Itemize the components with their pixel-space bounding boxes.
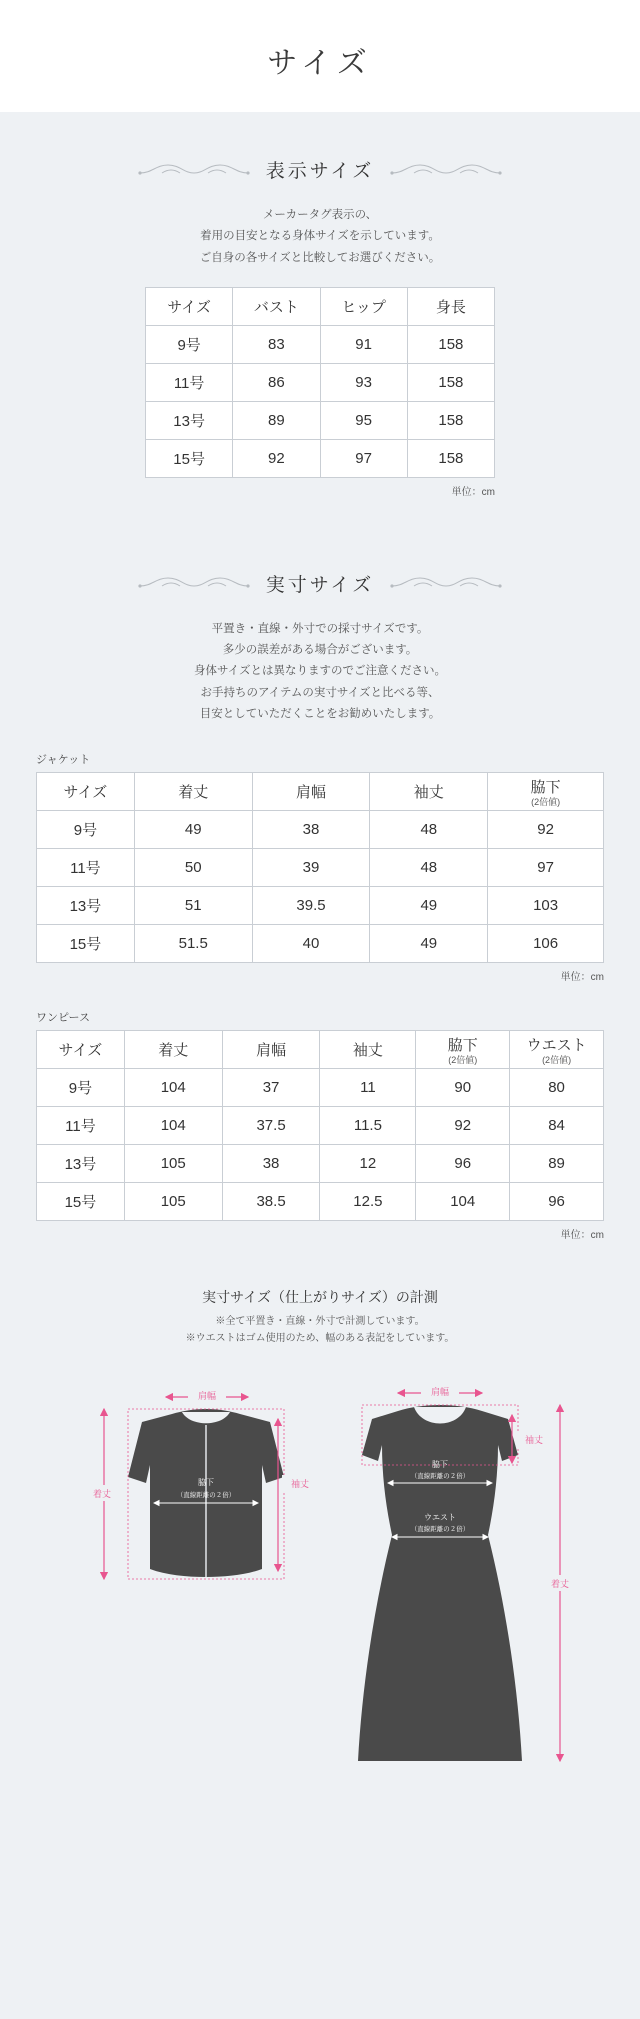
cell-underarm: 106 xyxy=(488,925,604,963)
cell-length: 51 xyxy=(134,887,252,925)
cell-waist: 96 xyxy=(510,1183,604,1221)
actual-size-heading xyxy=(0,570,640,597)
measurement-note-2: ※ウエストはゴム使用のため、幅のある表記をしています。 xyxy=(185,1333,455,1345)
onepiece-size-table xyxy=(36,1030,604,1221)
actual-size-lead-line-3: 身体サイズとは異なりますのでご注意ください。 xyxy=(193,665,447,678)
onepiece-waist-sub-label: （直線距離の２倍） xyxy=(410,1526,470,1534)
table-row xyxy=(146,325,495,363)
measurement-figures xyxy=(36,1357,604,1787)
actual-size-lead-line-1: 平置き・直線・外寸での採寸サイズです。 xyxy=(211,622,429,635)
col-header-sleeve: 袖丈 xyxy=(320,1031,416,1069)
col-header-size: サイズ xyxy=(146,287,233,325)
jacket-sleeve-label: 袖丈 xyxy=(290,1479,310,1490)
cell-size: 13号 xyxy=(37,887,135,925)
col-header-waist: ウエスト (2倍値) xyxy=(510,1031,604,1069)
cell-sleeve: 12 xyxy=(320,1145,416,1183)
cell-shoulder: 39.5 xyxy=(252,887,370,925)
cell-length: 104 xyxy=(124,1107,222,1145)
jacket-size-table xyxy=(36,772,604,963)
table-row xyxy=(37,1069,604,1107)
page-title-band xyxy=(0,0,640,112)
cell-length: 49 xyxy=(134,811,252,849)
table-row xyxy=(146,439,495,477)
cell-size: 9号 xyxy=(37,811,135,849)
cell-height: 158 xyxy=(407,363,494,401)
display-size-lead-line-1: メーカータグ表示の、 xyxy=(262,209,378,221)
jacket-illustration xyxy=(84,1388,318,1579)
onepiece-waist-label: ウエスト xyxy=(424,1513,456,1523)
cell-length: 105 xyxy=(124,1145,222,1183)
cell-height: 158 xyxy=(407,401,494,439)
table-row xyxy=(146,401,495,439)
cell-length: 105 xyxy=(124,1183,222,1221)
table-row xyxy=(37,1107,604,1145)
cell-size: 13号 xyxy=(146,401,233,439)
cell-height: 158 xyxy=(407,439,494,477)
table-row xyxy=(146,363,495,401)
cell-sleeve: 48 xyxy=(370,849,488,887)
cell-length: 51.5 xyxy=(134,925,252,963)
onepiece-illustration xyxy=(358,1384,578,1761)
onepiece-unit: 単位：cm xyxy=(560,1230,604,1242)
measurement-heading: 実寸サイズ（仕上がりサイズ）の計測 xyxy=(202,1289,438,1306)
onepiece-table-label: ワンピース xyxy=(36,1012,91,1025)
cell-waist: 89 xyxy=(510,1145,604,1183)
cell-shoulder: 37.5 xyxy=(222,1107,320,1145)
table-row xyxy=(37,925,604,963)
col-header-shoulder: 肩幅 xyxy=(252,773,370,811)
col-header-height: 身長 xyxy=(407,287,494,325)
col-header-bust: バスト xyxy=(233,287,320,325)
col-header-size: サイズ xyxy=(37,773,135,811)
cell-bust: 83 xyxy=(233,325,320,363)
cell-size: 15号 xyxy=(37,1183,125,1221)
onepiece-sleeve-label: 袖丈 xyxy=(524,1435,544,1446)
measurement-notes xyxy=(0,1313,640,1347)
display-size-lead xyxy=(0,205,640,269)
cell-sleeve: 49 xyxy=(370,925,488,963)
cell-length: 104 xyxy=(124,1069,222,1107)
cell-height: 158 xyxy=(407,325,494,363)
onepiece-length-label: 着丈 xyxy=(550,1579,570,1590)
table-row xyxy=(37,1183,604,1221)
table-row xyxy=(37,811,604,849)
cell-underarm: 90 xyxy=(416,1069,510,1107)
ornament-right-icon xyxy=(390,572,502,594)
table-header-row xyxy=(146,287,495,325)
cell-sleeve: 11.5 xyxy=(320,1107,416,1145)
col-header-underarm: 脇下 (2倍値) xyxy=(416,1031,510,1069)
cell-hip: 95 xyxy=(320,401,407,439)
col-header-size: サイズ xyxy=(37,1031,125,1069)
col-header-shoulder: 肩幅 xyxy=(222,1031,320,1069)
cell-shoulder: 39 xyxy=(252,849,370,887)
cell-size: 9号 xyxy=(37,1069,125,1107)
cell-sleeve: 12.5 xyxy=(320,1183,416,1221)
cell-underarm: 92 xyxy=(488,811,604,849)
cell-size: 11号 xyxy=(37,1107,125,1145)
table-row xyxy=(37,887,604,925)
cell-bust: 86 xyxy=(233,363,320,401)
jacket-underarm-label: 脇下 xyxy=(198,1478,214,1488)
col-header-hip: ヒップ xyxy=(320,287,407,325)
ornament-left-icon xyxy=(138,159,250,181)
display-size-lead-line-2: 着用の目安となる身体サイズを示しています。 xyxy=(200,230,440,243)
display-size-table-wrap xyxy=(0,287,640,478)
jacket-unit: 単位：cm xyxy=(560,972,604,984)
display-size-lead-line-3: ご自身の各サイズと比較してお選びください。 xyxy=(199,251,441,264)
cell-underarm: 103 xyxy=(488,887,604,925)
cell-waist: 80 xyxy=(510,1069,604,1107)
cell-sleeve: 11 xyxy=(320,1069,416,1107)
cell-bust: 92 xyxy=(233,439,320,477)
actual-size-heading-label: 実寸サイズ xyxy=(265,574,375,596)
page-title: サイズ xyxy=(267,47,373,80)
ornament-left-icon xyxy=(138,572,250,594)
cell-shoulder: 40 xyxy=(252,925,370,963)
jacket-table-label: ジャケット xyxy=(36,754,91,767)
cell-hip: 93 xyxy=(320,363,407,401)
jacket-underarm-sub-label: （直線距離の２倍） xyxy=(176,1492,236,1500)
cell-underarm: 96 xyxy=(416,1145,510,1183)
display-size-table xyxy=(145,287,495,478)
cell-size: 11号 xyxy=(37,849,135,887)
actual-size-lead-line-5: 目安としていただくことをお勧めいたします。 xyxy=(199,707,441,720)
onepiece-underarm-sub-label: （直線距離の２倍） xyxy=(410,1473,470,1481)
col-header-length: 着丈 xyxy=(134,773,252,811)
table-row xyxy=(37,849,604,887)
cell-size: 15号 xyxy=(146,439,233,477)
cell-sleeve: 49 xyxy=(370,887,488,925)
cell-hip: 91 xyxy=(320,325,407,363)
cell-underarm: 92 xyxy=(416,1107,510,1145)
cell-underarm: 104 xyxy=(416,1183,510,1221)
cell-shoulder: 38 xyxy=(222,1145,320,1183)
display-size-heading xyxy=(0,156,640,183)
table-header-row xyxy=(37,1031,604,1069)
cell-shoulder: 38.5 xyxy=(222,1183,320,1221)
jacket-shoulder-label: 肩幅 xyxy=(197,1391,217,1402)
onepiece-body-shape xyxy=(358,1405,522,1761)
col-header-sleeve: 袖丈 xyxy=(370,773,488,811)
onepiece-underarm-label: 脇下 xyxy=(432,1460,448,1470)
cell-bust: 89 xyxy=(233,401,320,439)
cell-size: 13号 xyxy=(37,1145,125,1183)
cell-hip: 97 xyxy=(320,439,407,477)
measurement-diagram xyxy=(36,1357,604,1787)
ornament-right-icon xyxy=(390,159,502,181)
measurement-note-1: ※全て平置き・直線・外寸で計測しています。 xyxy=(215,1316,425,1328)
col-header-underarm: 脇下 (2倍値) xyxy=(488,773,604,811)
cell-shoulder: 37 xyxy=(222,1069,320,1107)
cell-waist: 84 xyxy=(510,1107,604,1145)
jacket-length-label: 着丈 xyxy=(92,1489,112,1500)
actual-size-lead-line-2: 多少の誤差がある場合がございます。 xyxy=(222,644,418,657)
cell-size: 15号 xyxy=(37,925,135,963)
display-size-heading-label: 表示サイズ xyxy=(265,161,375,182)
actual-size-lead-line-4: お手持ちのアイテムの実寸サイズと比べる等、 xyxy=(200,686,440,699)
cell-size: 9号 xyxy=(146,325,233,363)
cell-size: 11号 xyxy=(146,363,233,401)
cell-length: 50 xyxy=(134,849,252,887)
actual-size-lead xyxy=(0,619,640,725)
cell-sleeve: 48 xyxy=(370,811,488,849)
table-row xyxy=(37,1145,604,1183)
cell-shoulder: 38 xyxy=(252,811,370,849)
cell-underarm: 97 xyxy=(488,849,604,887)
col-header-length: 着丈 xyxy=(124,1031,222,1069)
onepiece-shoulder-label: 肩幅 xyxy=(430,1387,450,1398)
table-header-row xyxy=(37,773,604,811)
display-size-unit: 単位：cm xyxy=(451,486,495,498)
